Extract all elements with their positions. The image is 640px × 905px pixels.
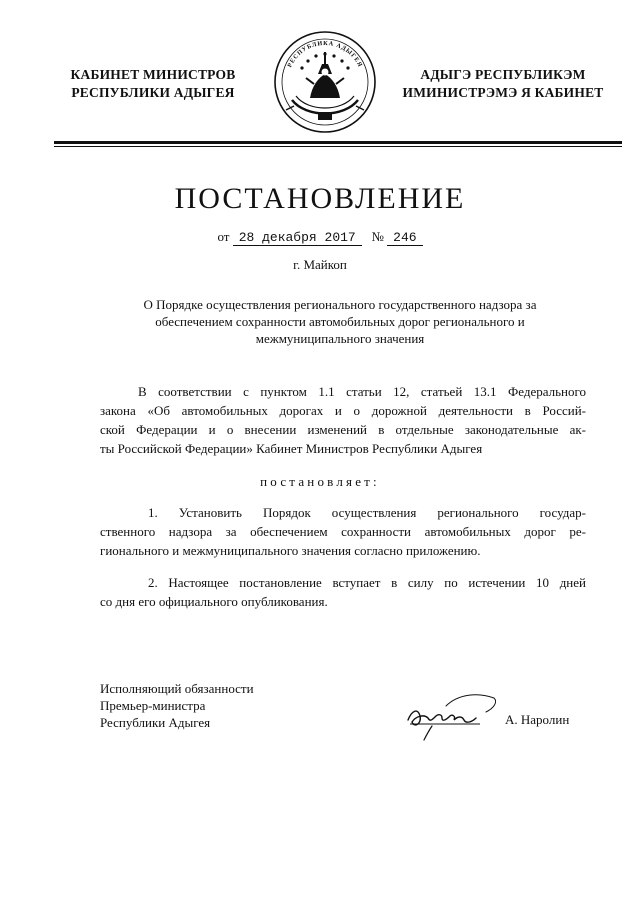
subject-line: межмуниципального значения bbox=[255, 331, 425, 346]
emblem-text-top: РЕСПУБЛИКА АДЫГЕЯ bbox=[286, 39, 364, 69]
issuer-line: ИМИНИСТРЭМЭ Я КАБИНЕТ bbox=[402, 85, 604, 100]
date-number-line bbox=[0, 229, 640, 245]
header-divider-thin bbox=[54, 146, 622, 147]
subject-line: обеспечением сохранности автомобильных дорог регионального и bbox=[155, 314, 525, 329]
coat-of-arms-adygea-icon bbox=[272, 28, 378, 136]
decree-item-1 bbox=[100, 503, 586, 560]
signer-name: А. Наролин bbox=[505, 712, 570, 727]
signer-position bbox=[100, 680, 254, 731]
document-date: 28 декабря 2017 bbox=[233, 230, 362, 246]
decree-item-2 bbox=[100, 573, 586, 611]
decrees-heading: постановляет: bbox=[260, 474, 380, 489]
subject-line: О Порядке осуществления регионального государственного надзора за bbox=[143, 297, 537, 312]
paragraph-line: закона «Об автомобильных дорогах и о дорожной деятельности в Россий- bbox=[100, 403, 586, 418]
issuer-line: АДЫГЭ РЕСПУБЛИКЭМ bbox=[420, 67, 586, 82]
issuer-line: РЕСПУБЛИКИ АДЫГЕЯ bbox=[71, 85, 235, 100]
paragraph-line: ской Федерации и о внесении изменений в отдельные законодательные ак- bbox=[100, 422, 586, 437]
paragraph-line: В соответствии с пунктом 1.1 статьи 12, статьей 13.1 Федерального bbox=[138, 384, 586, 399]
handwritten-signature-icon bbox=[402, 686, 500, 742]
paragraph-line: ственного надзора за обеспечением сохранности автомобильных дорог ре- bbox=[100, 524, 586, 539]
issuer-name-adyghe bbox=[388, 66, 618, 102]
paragraph-line: 2. Настоящее постановление вступает в силу по истечении 10 дней bbox=[148, 575, 586, 590]
document-title: ПОСТАНОВЛЕНИЕ bbox=[174, 182, 466, 215]
paragraph-line: гионального и межмуниципального значения согласно приложению. bbox=[100, 543, 481, 558]
paragraph-line: ты Российской Федерации» Кабинет Министров Республики Адыгея bbox=[100, 441, 483, 456]
document-subject bbox=[110, 296, 570, 347]
paragraph-line: со дня его официального опубликования. bbox=[100, 594, 328, 609]
paragraph-line: 1. Установить Порядок осуществления регионального государ- bbox=[148, 505, 586, 520]
preamble-paragraph bbox=[100, 382, 586, 458]
document-city: г. Майкоп bbox=[293, 257, 347, 272]
issuer-line: КАБИНЕТ МИНИСТРОВ bbox=[70, 67, 236, 82]
date-prefix: от bbox=[217, 229, 230, 244]
header-divider-thick bbox=[54, 141, 622, 144]
signer-position-line: Республики Адыгея bbox=[100, 715, 211, 730]
signer-position-line: Премьер-министра bbox=[100, 698, 206, 713]
document-number: 246 bbox=[387, 230, 422, 246]
signer-position-line: Исполняющий обязанности bbox=[100, 681, 254, 696]
number-prefix: № bbox=[371, 229, 384, 244]
issuer-name-russian bbox=[58, 66, 248, 102]
